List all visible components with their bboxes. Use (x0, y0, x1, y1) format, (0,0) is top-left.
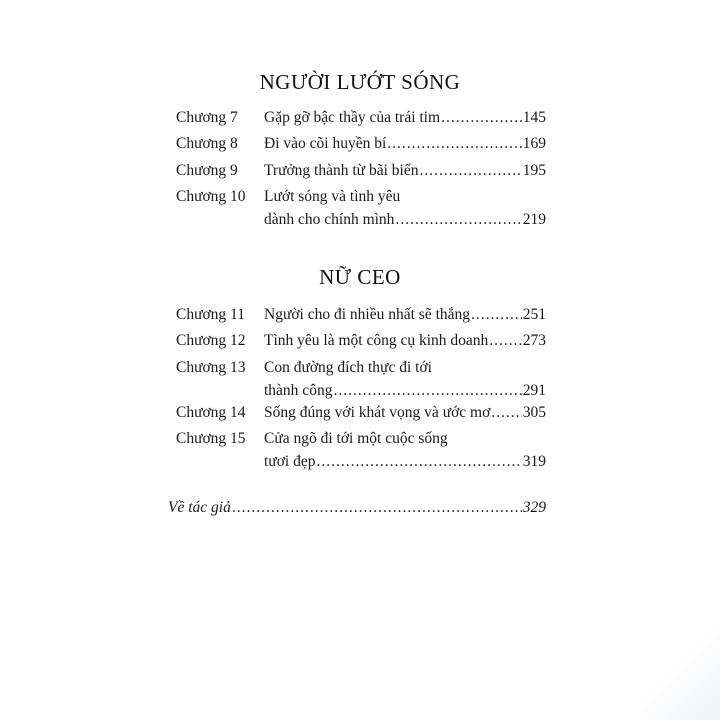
chapter-number: Chương 11 (176, 306, 245, 323)
leader-dots (333, 379, 521, 402)
chapter-title-line-2: tươi đẹp (264, 453, 316, 470)
chapter-number: Chương 12 (176, 332, 246, 349)
about-author-label: Về tác giả (168, 499, 231, 516)
section-title-nguoi-luot-song: NGƯỜI LƯỚT SÓNG (259, 70, 461, 94)
chapter-number: Chương 14 (176, 404, 246, 421)
chapter-number: Chương 15 (176, 430, 246, 447)
page-number: 169 (522, 135, 546, 152)
leader-dots (441, 106, 522, 129)
leader-dots (419, 159, 521, 182)
chapter-title-line-1: Cửa ngõ đi tới một cuộc sống (264, 430, 448, 447)
page-number: 291 (522, 382, 546, 399)
chapter-number: Chương 10 (176, 188, 246, 205)
chapter-title-line-1: Lướt sóng và tình yêu (264, 188, 401, 205)
chapter-title: Trưởng thành từ bãi biển (264, 162, 419, 179)
leader-dots (232, 496, 522, 519)
leader-dots (316, 450, 521, 473)
chapter-title-line-2: thành công (264, 382, 333, 399)
chapter-title-line-1: Con đường đích thực đi tới (264, 359, 432, 376)
leader-dots (395, 208, 521, 231)
page-number: 273 (522, 332, 546, 349)
leader-dots (471, 303, 522, 326)
chapter-title: Gặp gỡ bậc thầy của trái tim (264, 109, 441, 126)
page-number: 329 (522, 499, 546, 516)
leader-dots (491, 401, 521, 424)
page-number: 145 (522, 109, 546, 126)
page-number: 195 (522, 162, 546, 179)
leader-dots (489, 329, 521, 352)
section-title-nu-ceo: NỮ CEO (319, 265, 401, 289)
chapter-title-line-2: dành cho chính mình (264, 211, 395, 228)
page-number: 251 (522, 306, 546, 323)
leader-dots (387, 132, 521, 155)
page-number: 305 (522, 404, 546, 421)
page-number: 219 (522, 211, 546, 228)
chapter-title: Sống đúng với khát vọng và ước mơ (264, 404, 491, 421)
chapter-title: Tình yêu là một công cụ kinh doanh (264, 332, 489, 349)
toc-entry-about-author (168, 496, 546, 519)
chapter-title: Đi vào cõi huyền bí (264, 135, 387, 152)
page-corner-shadow (640, 630, 720, 720)
chapter-number: Chương 9 (176, 162, 238, 179)
chapter-number: Chương 8 (176, 135, 238, 152)
chapter-number: Chương 7 (176, 109, 238, 126)
page-number: 319 (522, 453, 546, 470)
chapter-number: Chương 13 (176, 359, 246, 376)
chapter-title: Người cho đi nhiều nhất sẽ thắng (264, 306, 471, 323)
